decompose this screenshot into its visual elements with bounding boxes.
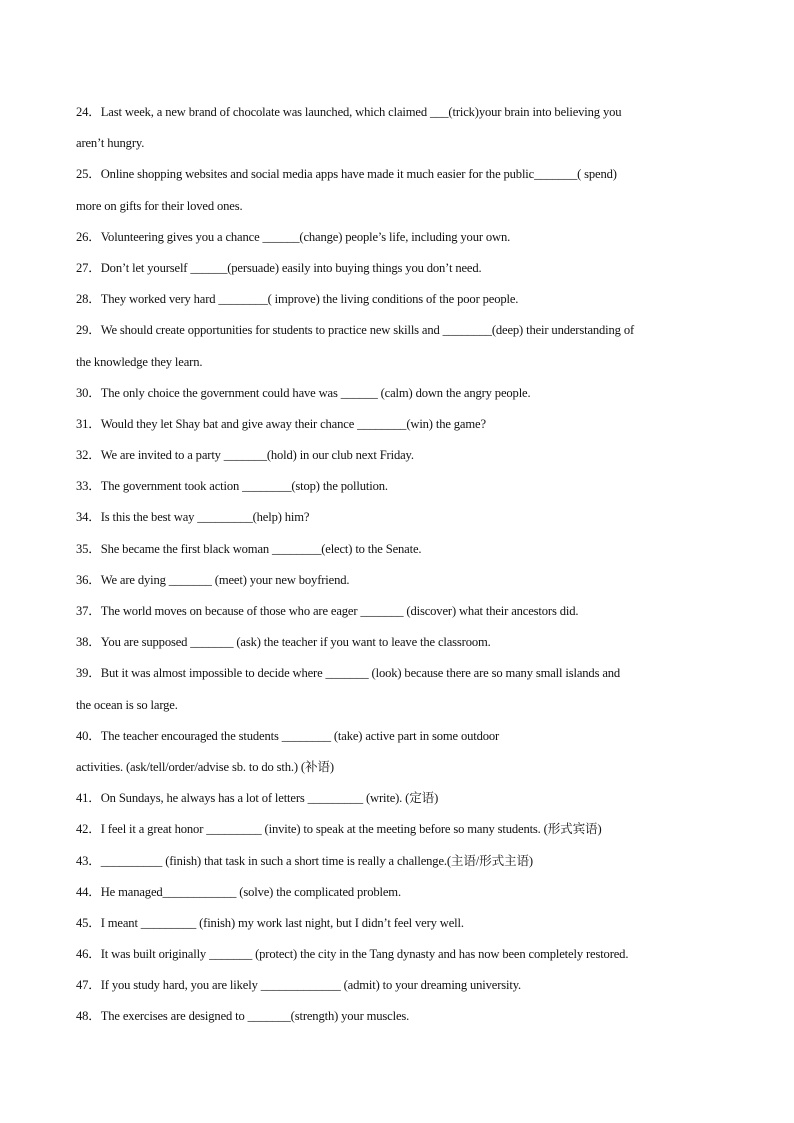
text-line: 31．Would they let Shay bat and give away their chance ________(win) the game? [76,416,486,431]
text-line: 42．I feel it a great honor _________ (invite) to speak at the meeting before so many students. (形式宾语) [76,822,602,837]
text-line: 45．I meant _________ (finish) my work last night, but I didn’t feel very well. [76,915,464,930]
text-line: 29．We should create opportunities for students to practice new skills and ________(deep) their understanding of [76,323,635,338]
text-line: 28．They worked very hard ________( improve) the living conditions of the poor people. [76,292,519,307]
text-line: 32．We are invited to a party _______(hold) in our club next Friday. [76,448,414,463]
text-line: the ocean is so large. [76,697,178,712]
text-line: 38．You are supposed _______ (ask) the teacher if you want to leave the classroom. [76,635,491,650]
text-line: 44．He managed____________ (solve) the complicated problem. [76,884,401,899]
text-line: aren’t hungry. [76,136,145,151]
text-line: 37．The world moves on because of those who are eager _______ (discover) what their ancestors did. [76,604,579,618]
text-line: 33．The government took action ________(stop) the pollution. [76,479,388,494]
text-line: more on gifts for their loved ones. [76,198,243,213]
text-line: 41．On Sundays, he always has a lot of letters _________ (write). (定语) [76,791,439,806]
text-line: 48．The exercises are designed to _______(strength) your muscles. [76,1009,410,1024]
text-line: 26．Volunteering gives you a chance ______(change) people’s life, including your own. [76,229,511,244]
text-line: activities. (ask/tell/order/advise sb. to do sth.) (补语) [76,759,334,774]
text-line: 35．She became the first black woman ________(elect) to the Senate. [76,541,422,556]
worksheet-page [76,97,721,1033]
text-line: 25．Online shopping websites and social media apps have made it much easier for the public_______( spend) [76,167,617,182]
text-line: 43．__________ (finish) that task in such a short time is really a challenge.(主语/形式主语) [76,853,533,868]
text-line: 47．If you study hard, you are likely _____________ (admit) to your dreaming university. [76,978,522,993]
text-line: 34．Is this the best way _________(help) him? [76,510,310,525]
text-line: 36．We are dying _______ (meet) your new boyfriend. [76,572,350,587]
text-line: 39．But it was almost impossible to decide where _______ (look) because there are so many small islands and [76,666,621,681]
text-line: 40．The teacher encouraged the students ________ (take) active part in some outdoor [76,728,500,743]
text-line: 27．Don’t let yourself ______(persuade) easily into buying things you don’t need. [76,260,482,275]
text-line: 24．Last week, a new brand of chocolate was launched, which claimed ___(trick)your brain into believing you [76,105,622,119]
text-line: the knowledge they learn. [76,354,203,369]
text-line: 46．It was built originally _______ (protect) the city in the Tang dynasty and has now been completely restored. [76,947,629,962]
text-line: 30．The only choice the government could have was ______ (calm) down the angry people. [76,385,531,400]
